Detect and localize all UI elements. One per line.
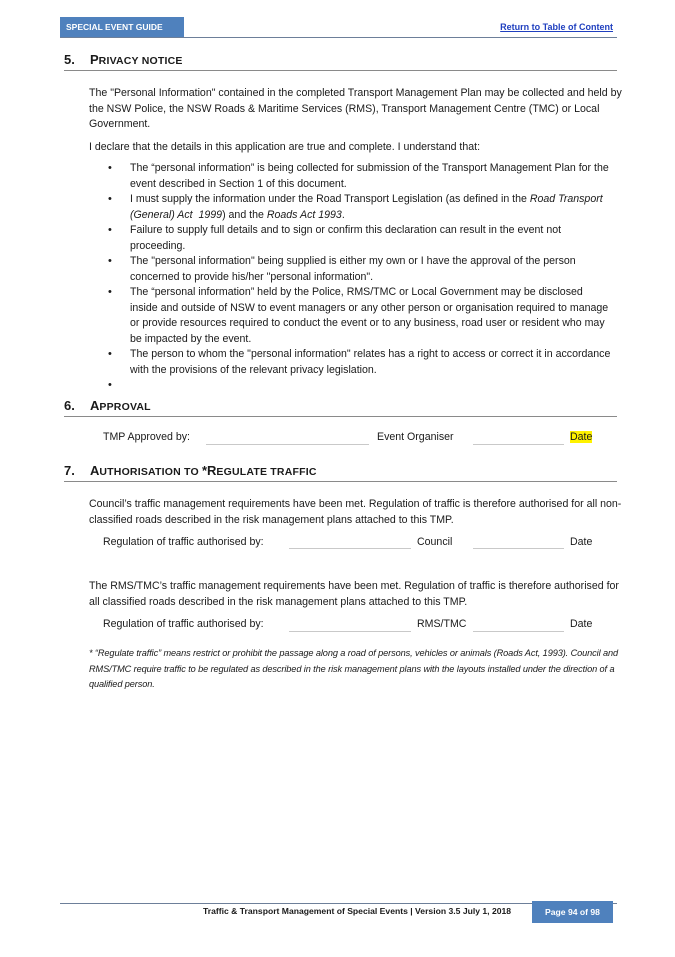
page-number-badge: Page 94 of 98	[532, 901, 613, 923]
header-divider	[60, 37, 617, 38]
rms-authorised-by-label: Regulation of traffic authorised by:	[103, 618, 264, 630]
declaration-paragraph: I declare that the details in this application are true and complete. I understand that:	[89, 141, 481, 153]
section-5-title-rest: RIVACY NOTICE	[98, 55, 183, 67]
privacy-intro-paragraph: The "Personal Information" contained in the completed Transport Management Plan may be collected and held by the NSW Police, the NSW Roads & Maritime Services (RMS), Transport Management Centre (TMC) or Local Government.	[89, 87, 622, 130]
section-5-divider	[64, 70, 617, 71]
list-item: • I must supply the information under the Road Transport Legislation (as defined in the Road Transport (General) Act 1999) and the Roads Act 1993.	[108, 192, 613, 223]
section-7-number: 7.	[64, 463, 75, 478]
privacy-bullet-list	[108, 161, 613, 394]
section-5-title-initial: P	[90, 52, 99, 67]
section-7-title-mid: UTHORISATION TO	[99, 466, 202, 478]
section-7-title-star: *R	[201, 463, 217, 478]
council-date-line[interactable]	[473, 548, 564, 549]
rms-requirements-paragraph: The RMS/TMC’s traffic management requirements have been met. Regulation of traffic is therefore authorised for all classified roads described in the risk management plans attached to this TMP.	[89, 580, 619, 608]
list-item: • The “personal information” held by the Police, RMS/TMC or Local Government may be disclosed inside and outside of NSW to event managers or any other person or organisation required to manage or provide resources required to conduct the event or to any business, road user or resident who may be impacted by the event.	[108, 285, 613, 347]
tmp-approved-by-signature-line[interactable]	[206, 444, 369, 445]
council-role-label: Council	[417, 536, 453, 548]
section-7-title-initial: A	[90, 463, 100, 478]
section-7-title-rest: EGULATE TRAFFIC	[216, 466, 317, 478]
list-item	[108, 378, 613, 394]
rms-date-line[interactable]	[473, 631, 564, 632]
rms-signature-line[interactable]	[289, 631, 411, 632]
guide-tag: SPECIAL EVENT GUIDE	[60, 17, 184, 37]
section-5-number: 5.	[64, 52, 75, 67]
section-6-title-rest: PPROVAL	[99, 401, 151, 413]
section-6-title-initial: A	[90, 398, 100, 413]
approval-date-label: Date	[570, 431, 593, 443]
section-6-number: 6.	[64, 398, 75, 413]
rms-date-label: Date	[570, 618, 593, 630]
council-requirements-paragraph: Council’s traffic management requirements have been met. Regulation of traffic is therefore authorised for all non-classified roads described in the risk management plans attached to this TMP.	[89, 498, 622, 526]
section-7-heading	[64, 463, 317, 478]
list-item: • Failure to supply full details and to sign or confirm this declaration can result in the event not proceeding.	[108, 223, 613, 254]
approval-date-line[interactable]	[473, 444, 564, 445]
section-6-divider	[64, 416, 617, 417]
event-organiser-label: Event Organiser	[377, 431, 454, 443]
section-6-heading	[64, 398, 151, 413]
list-item: • The "personal information" being supplied is either my own or I have the approval of the person concerned to provide his/her "personal information".	[108, 254, 613, 285]
list-item: • The “personal information” is being collected for submission of the Transport Management Plan for the event described in Section 1 of this document.	[108, 161, 613, 192]
section-7-divider	[64, 481, 617, 482]
list-item: • The person to whom the "personal information" relates has a right to access or correct it in accordance with the provisions of the relevant privacy legislation.	[108, 347, 613, 378]
council-authorised-by-label: Regulation of traffic authorised by:	[103, 536, 264, 548]
council-signature-line[interactable]	[289, 548, 411, 549]
return-to-toc-link[interactable]: Return to Table of Content	[500, 22, 613, 32]
tmp-approved-by-label: TMP Approved by:	[103, 431, 190, 443]
footer-document-info: Traffic & Transport Management of Special Events | Version 3.5 July 1, 2018	[203, 906, 512, 916]
council-date-label: Date	[570, 536, 593, 548]
regulate-traffic-footnote: * “Regulate traffic” means restrict or prohibit the passage along a road of persons, vehicles or animals (Roads Act, 1993). Council and RMS/TMC require traffic to be regulated as described in the risk management plans with the layouts installed under the direction of a qualified person.	[89, 648, 619, 689]
section-5-heading	[64, 52, 183, 67]
rms-role-label: RMS/TMC	[417, 618, 467, 630]
